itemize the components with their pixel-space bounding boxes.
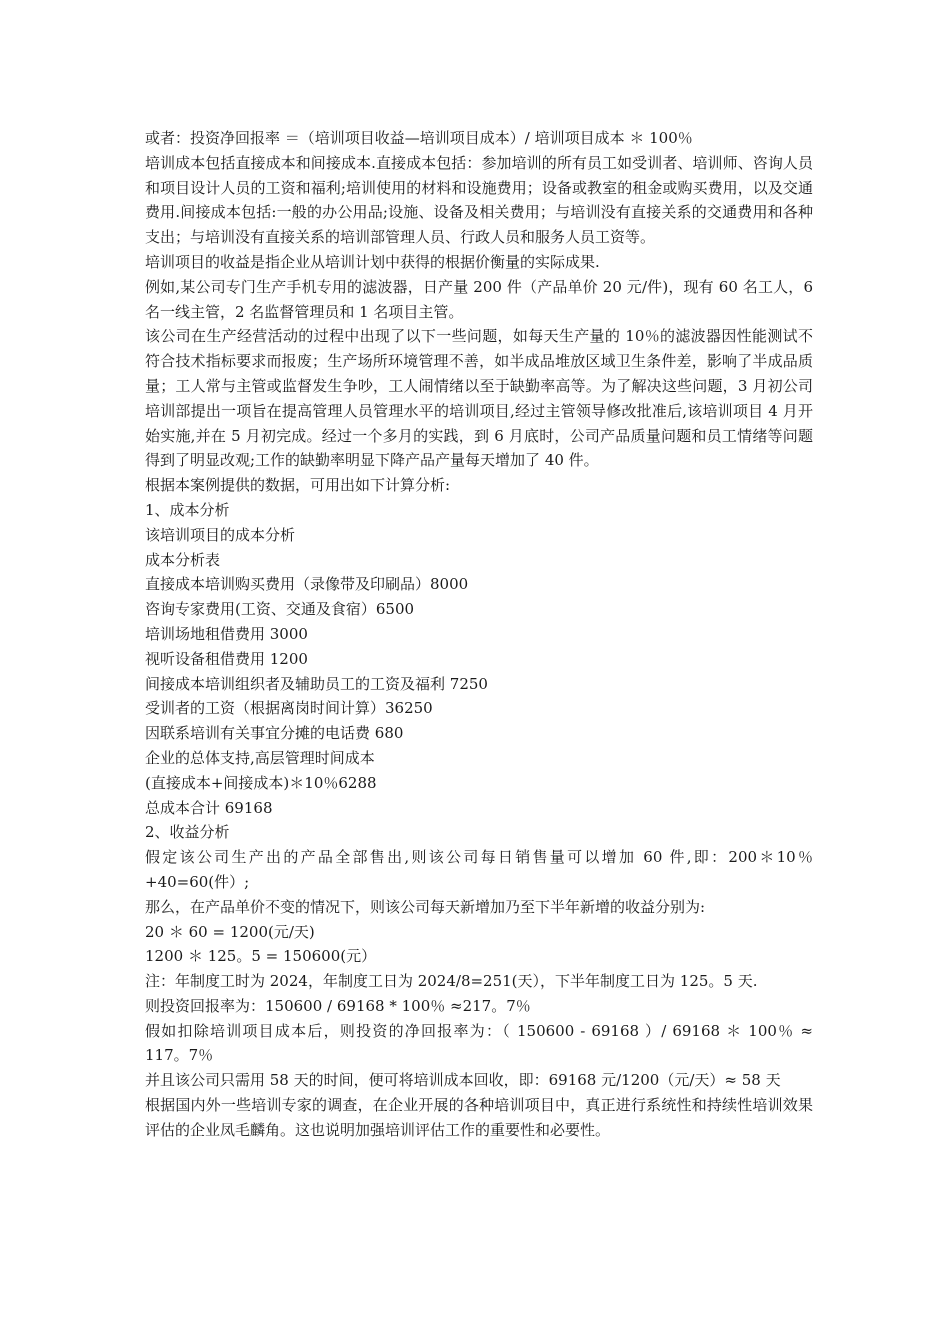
- cost-item: 培训场地租借费用 3000: [145, 624, 308, 643]
- formula-line: 20 ＊ 60 = 1200(元/天): [145, 922, 315, 941]
- paragraph: 根据本案例提供的数据，可用出如下计算分析:: [145, 476, 451, 495]
- paragraph: 根据国内外一些培训专家的调查，在企业开展的各种培训项目中，真正进行系统性和持续性培训效果评估的企业凤毛麟角。这也说明加强培训评估工作的重要性和必要性。: [145, 1096, 813, 1139]
- cost-item: 间接成本培训组织者及辅助员工的工资及福利 7250: [145, 674, 488, 693]
- document-body: [145, 126, 813, 1143]
- paragraph: 那么，在产品单价不变的情况下，则该公司每天新增加乃至下半年新增的收益分别为:: [145, 897, 706, 916]
- cost-item: 因联系培训有关事宜分摊的电话费 680: [145, 724, 404, 743]
- paragraph: 并且该公司只需用 58 天的时间，便可将培训成本回收，即：69168 元/1200（元/天）≈ 58 天: [145, 1071, 781, 1090]
- paragraph: 假定该公司生产出的产品全部售出,则该公司每日销售量可以增加 60 件,即：200＊10％+40=60(件）;: [145, 848, 813, 891]
- formula-line: 假如扣除培训项目成本后，则投资的净回报率为：（ 150600 - 69168 ）/ 69168 ＊ 100％ ≈ 117。7％: [145, 1021, 813, 1065]
- cost-item: 视听设备租借费用 1200: [145, 649, 308, 668]
- section-heading: 1、成本分析: [145, 500, 230, 519]
- paragraph: 该公司在生产经营活动的过程中出现了以下一些问题，如每天生产量的 10％的滤波器因性能测试不符合技术指标要求而报废；生产场所环境管理不善，如半成品堆放区域卫生条件差，影响了半成品质量；工人常与主管或监督发生争吵，工人闹情绪以至于缺勤率高等。为了解决这些问题，3 月初公司培训部提出一项旨在提高管理人员管理水平的培训项目,经过主管领导修改批准后,该培训项目 4 月开始实施,并在 5 月初完成。经过一个多月的实践，到 6 月底时，公司产品质量问题和员工情绪等问题得到了明显改观;工作的缺勤率明显下降产品产量每天增加了 40 件。: [145, 327, 813, 470]
- cost-item: 受训者的工资（根据离岗时间计算）36250: [145, 699, 433, 718]
- paragraph: 培训成本包括直接成本和间接成本.直接成本包括：参加培训的所有员工如受训者、培训师、咨询人员和项目设计人员的工资和福利;培训使用的材料和设施费用；设备或教室的租金或购买费用，以及交通费用.间接成本包括:一般的办公用品;设施、设备及相关费用；与培训没有直接关系的交通费用和各种支出；与培训没有直接关系的培训部管理人员、行政人员和服务人员工资等。: [145, 153, 813, 247]
- cost-item: 企业的总体支持,高层管理时间成本: [145, 748, 375, 767]
- paragraph: 或者：投资净回报率 ＝（培训项目收益—培训项目成本）/ 培训项目成本 ＊ 100％: [145, 129, 693, 147]
- paragraph: 培训项目的收益是指企业从培训计划中获得的根据价衡量的实际成果.: [145, 252, 600, 271]
- paragraph: 该培训项目的成本分析: [145, 525, 296, 544]
- table-title: 成本分析表: [145, 550, 221, 569]
- cost-item: (直接成本+间接成本)＊10％6288: [145, 773, 377, 792]
- cost-item: 咨询专家费用(工资、交通及食宿）6500: [145, 600, 415, 619]
- paragraph: 例如,某公司专门生产手机专用的滤波器，日产量 200 件（产品单价 20 元/件)，现有 60 名工人，6 名一线主管，2 名监督管理员和 1 名项目主管。: [145, 277, 813, 321]
- cost-total: 总成本合计 69168: [145, 798, 273, 817]
- formula-line: 则投资回报率为：150600 / 69168 * 100％ ≈217。7％: [145, 996, 531, 1015]
- formula-line: 1200 ＊ 125。5 = 150600(元）: [145, 947, 377, 966]
- cost-item: 直接成本培训购买费用（录像带及印刷品）8000: [145, 575, 469, 594]
- section-heading: 2、收益分析: [145, 823, 230, 842]
- note: 注：年制度工时为 2024，年制度工日为 2024/8=251(天），下半年制度工日为 125。5 天.: [145, 972, 758, 991]
